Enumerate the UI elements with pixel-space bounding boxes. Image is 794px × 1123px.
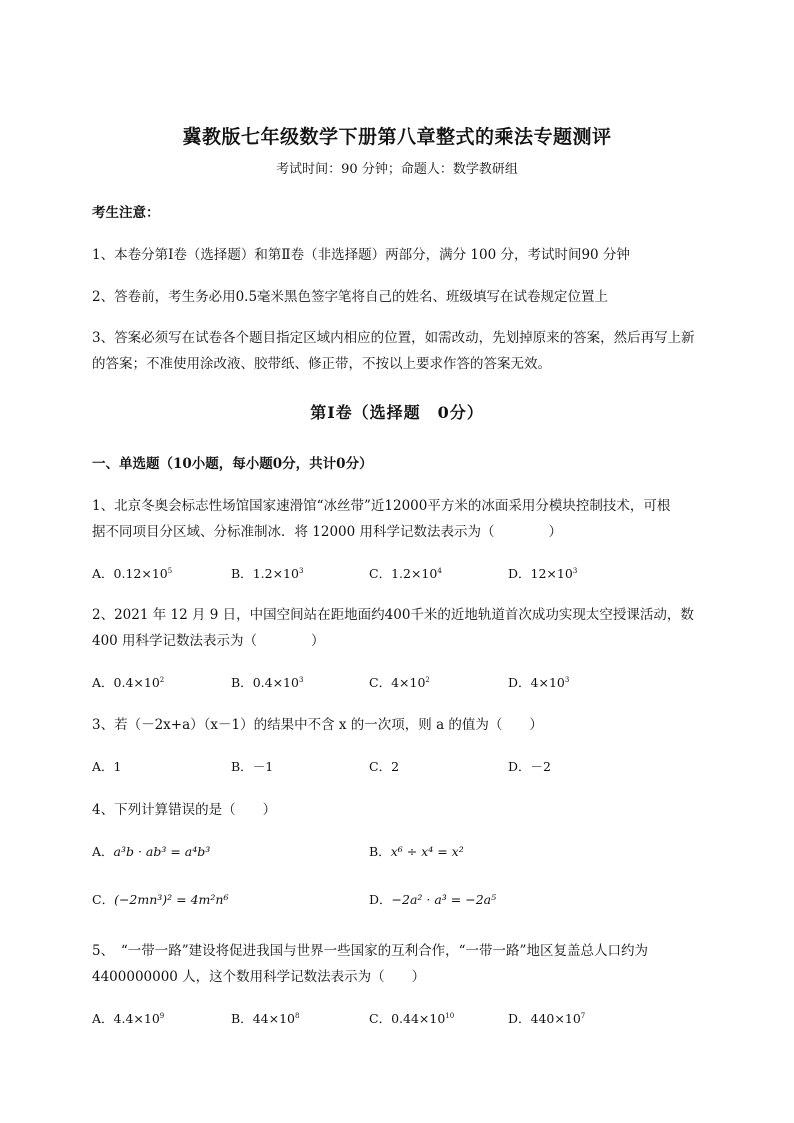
q5-option-a[interactable]: A．$4.4\times 10^9$ — [92, 1011, 165, 1026]
q1-option-b[interactable]: B．$1.2\times 10^3$ — [231, 566, 304, 581]
q4-option-a[interactable]: A．a³b · ab³ = a⁴b³ — [92, 844, 211, 859]
question-2-line-2: 400 用科学记数法表示为（ ） — [92, 633, 325, 649]
q5-option-d[interactable]: D．$440\times 10^7$ — [508, 1011, 586, 1026]
q3-option-c[interactable]: C．2 — [369, 759, 400, 774]
q1-option-d[interactable]: D．$12\times 10^3$ — [508, 566, 578, 581]
notice-item-2: 2、答卷前，考生务必用0.5毫米黑色签字笔将自己的姓名、班级填写在试卷规定位置上 — [92, 289, 609, 305]
question-5-line-1: 5、 “一带一路”建设将促进我国与世界一些国家的互利合作，“一带一路”地区复盖总人口约为 — [92, 943, 648, 959]
q3-option-b[interactable]: B．－1 — [231, 759, 274, 774]
question-1-line-1: 1、北京冬奥会标志性场馆国家速滑馆“冰丝带”近12000平方米的冰面采用分模块控制技术，可根 — [92, 498, 671, 514]
q2-option-c[interactable]: C．$4\times 10^2$ — [369, 675, 430, 690]
section-title: 第Ⅰ卷（选择题 0分） — [310, 403, 484, 422]
question-5-line-2: 4400000000 人，这个数用科学记数法表示为（ ） — [92, 969, 426, 985]
question-2-line-1: 2、2021 年 12 月 9 日，中国空间站在距地面约400千米的近地轨道首次成功实现太空授课活动，数 — [92, 607, 694, 623]
q1-option-c[interactable]: C．$1.2\times 10^4$ — [369, 566, 442, 581]
notice-item-3: 3、答案必须写在试卷各个题目指定区域内相应的位置，如需改动，先划掉原来的答案，然后再写上新 — [92, 330, 695, 346]
q4-option-d[interactable]: D．−2a² · a³ = −2a⁵ — [369, 892, 497, 907]
question-4-line-1: 4、下列计算错误的是（ ） — [92, 802, 277, 818]
q5-option-c[interactable]: C．$0.44\times 10^{10}$ — [369, 1011, 455, 1026]
question-3-line-1: 3、若（－2x+a）（x－1）的结果中不含 x 的一次项，则 a 的值为（ ） — [92, 717, 543, 733]
q2-option-a[interactable]: A．$0.4\times 10^2$ — [92, 675, 165, 690]
q1-option-a[interactable]: A．$0.12\times 10^5$ — [92, 566, 173, 581]
q2-option-d[interactable]: D．$4\times 10^3$ — [508, 675, 570, 690]
page-title: 冀教版七年级数学下册第八章整式的乘法专题测评 — [182, 126, 612, 148]
question-1-line-2: 据不同项目分区域、分标准制冰．将 12000 用科学记数法表示为（ ） — [92, 524, 563, 540]
notice-heading: 考生注意： — [92, 205, 160, 221]
q3-option-d[interactable]: D．－2 — [508, 759, 551, 774]
part-heading: 一、单选题（10小题，每小题0分，共计0分） — [92, 456, 373, 472]
q2-option-b[interactable]: B．$0.4\times 10^3$ — [231, 675, 304, 690]
q3-option-a[interactable]: A．1 — [92, 759, 122, 774]
q4-option-c[interactable]: C．(−2mn³)² = 4m²n⁶ — [92, 892, 229, 907]
notice-item-3-cont: 的答案；不准使用涂改液、胶带纸、修正带，不按以上要求作答的答案无效。 — [92, 356, 551, 372]
q5-option-b[interactable]: B．$44\times 10^8$ — [231, 1011, 300, 1026]
exam-info: 考试时间：90 分钟；命题人：数学教研组 — [276, 162, 518, 177]
notice-item-1: 1、本卷分第Ⅰ卷（选择题）和第Ⅱ卷（非选择题）两部分，满分 100 分，考试时间90 分钟 — [92, 247, 630, 263]
q4-option-b[interactable]: B．x⁶ ÷ x⁴ = x² — [369, 844, 464, 859]
